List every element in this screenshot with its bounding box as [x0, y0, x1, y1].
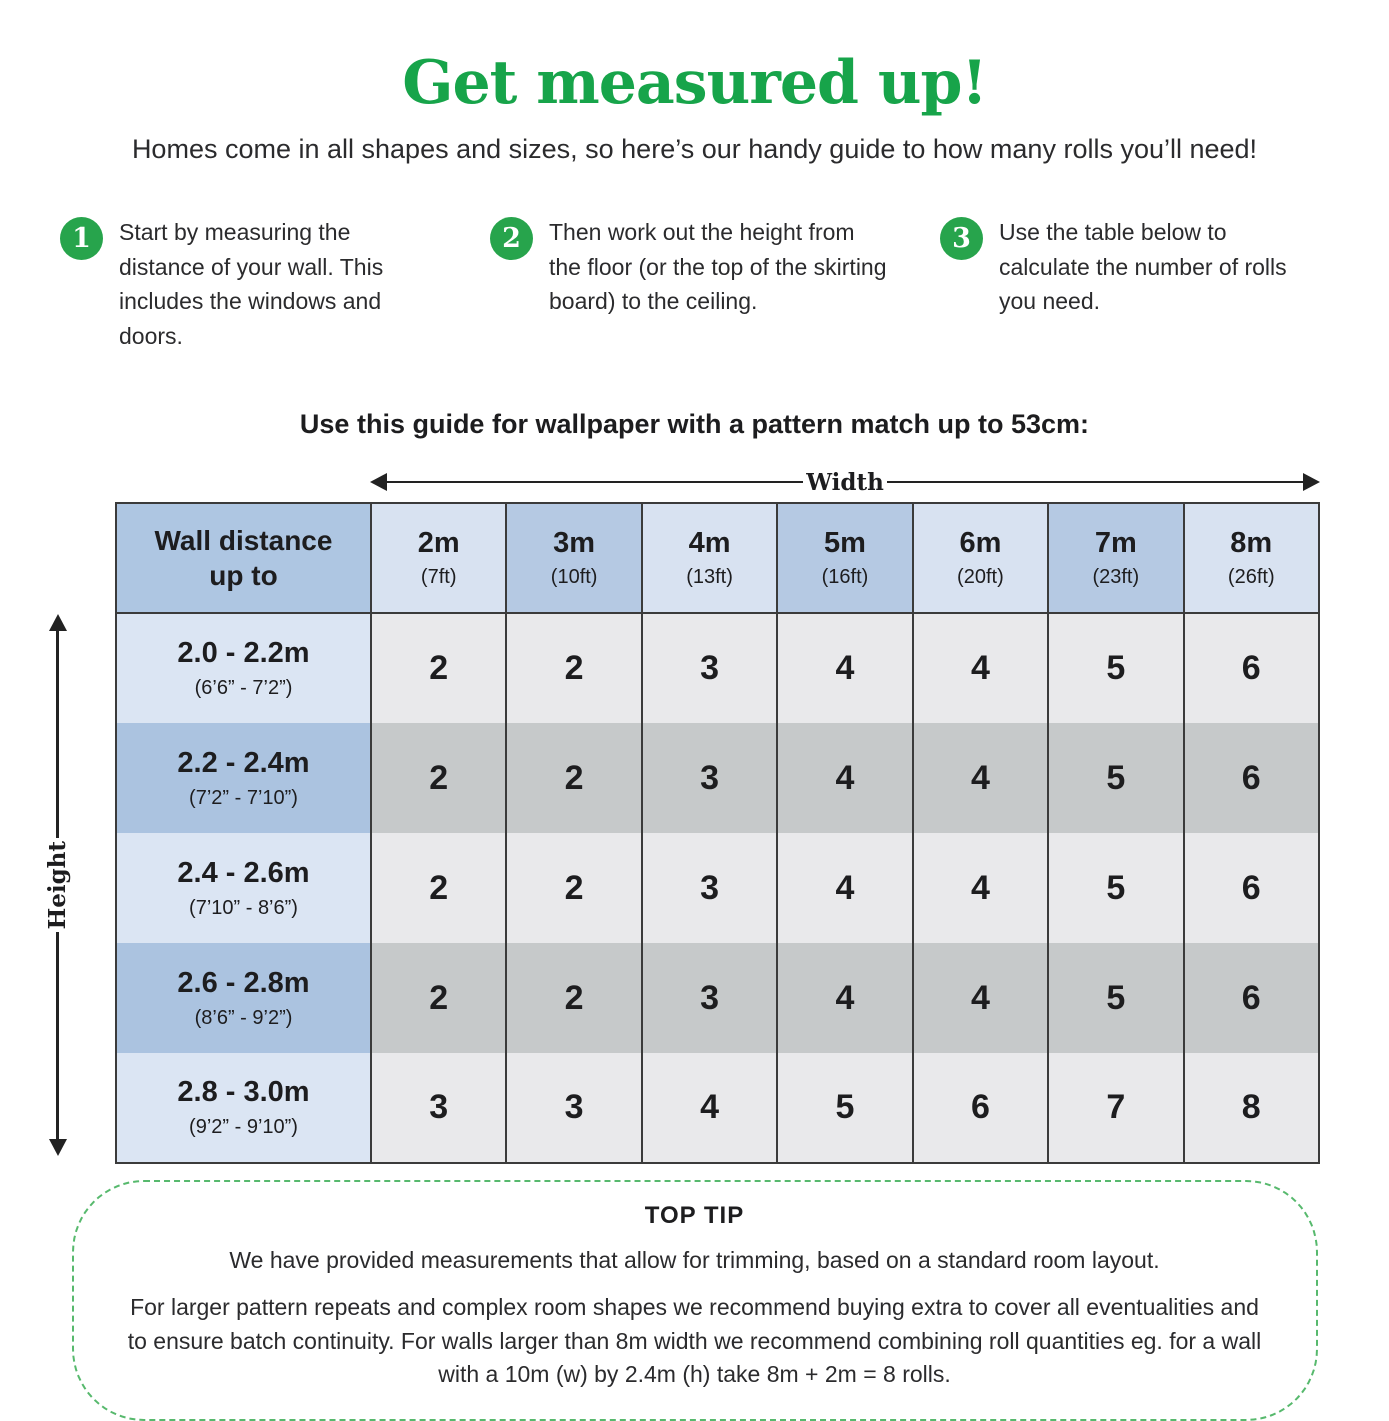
- column-metres: 5m: [824, 527, 866, 559]
- column-metres: 3m: [553, 527, 596, 559]
- row-label-2.8-3.0m: [116, 1053, 371, 1163]
- table-row: [116, 943, 1319, 1053]
- header-row: [116, 503, 1319, 613]
- page-subtitle: Homes come in all shapes and sizes, so here’s our handy guide to how many rolls you’ll need!: [131, 134, 1258, 164]
- arrowhead-up-icon: [49, 614, 67, 631]
- roll-count-cell: 4: [777, 723, 912, 833]
- top-tip-line-1: We have provided measurements that allow for trimming, based on a standard room layout.: [229, 1247, 1160, 1273]
- roll-count-cell: 5: [1048, 723, 1183, 833]
- row-label-2.2-2.4m: [116, 723, 371, 833]
- rolls-table: [115, 502, 1320, 1164]
- row-feet: (7’10” - 8’6”): [189, 896, 298, 919]
- height-axis-arrow: [44, 614, 71, 1156]
- steps-row: [0, 215, 1389, 353]
- roll-count-cell: 5: [1048, 943, 1183, 1053]
- width-axis-arrow: [370, 466, 1320, 498]
- column-metres: 6m: [959, 527, 1002, 559]
- width-axis-label: Width: [806, 468, 884, 496]
- arrowhead-left-icon: [370, 473, 387, 491]
- roll-count-cell: 4: [913, 833, 1048, 943]
- height-axis-line: [56, 932, 59, 1139]
- roll-count-cell: 4: [777, 833, 912, 943]
- step-3: [940, 215, 1359, 353]
- roll-count-cell: 6: [1184, 833, 1319, 943]
- column-feet: (10ft): [550, 566, 598, 588]
- roll-count-cell: 3: [371, 1053, 506, 1163]
- table-row: [116, 723, 1319, 833]
- roll-count-cell: 8: [1184, 1053, 1319, 1163]
- roll-count-cell: 2: [371, 613, 506, 723]
- table-block: [115, 466, 1320, 1164]
- roll-count-cell: 2: [506, 723, 641, 833]
- roll-count-cell: 6: [913, 1053, 1048, 1163]
- column-metres: 8m: [1230, 527, 1273, 559]
- roll-count-cell: 2: [371, 723, 506, 833]
- corner-header: [116, 503, 371, 613]
- height-axis-line: [56, 631, 59, 838]
- row-label-2.6-2.8m: [116, 943, 371, 1053]
- step-2-text: Then work out the height from the floor (or the top of the skirting board) to the ceiling.: [549, 219, 887, 314]
- step-3-text: Use the table below to calculate the number of rolls you need.: [999, 219, 1287, 314]
- roll-count-cell: 6: [1184, 723, 1319, 833]
- roll-count-cell: 2: [506, 833, 641, 943]
- roll-count-cell: 2: [371, 943, 506, 1053]
- column-header-2m: [371, 503, 506, 613]
- roll-count-cell: 4: [642, 1053, 777, 1163]
- column-header-5m: [777, 503, 912, 613]
- column-header-7m: [1048, 503, 1183, 613]
- column-metres: 2m: [417, 527, 460, 559]
- corner-header-text: Wall distance up to: [154, 525, 333, 591]
- column-feet: (20ft): [957, 566, 1004, 588]
- roll-count-cell: 3: [506, 1053, 641, 1163]
- row-range: 2.0 - 2.2m: [177, 637, 310, 669]
- height-axis: [0, 466, 115, 1164]
- column-header-6m: [913, 503, 1048, 613]
- row-range: 2.2 - 2.4m: [177, 746, 310, 779]
- step-1-text: Start by measuring the distance of your wall. This includes the windows and doors.: [119, 219, 384, 349]
- step-1-number-badge: 1: [60, 217, 103, 260]
- row-feet: (6’6” - 7’2”): [194, 677, 293, 699]
- table-row: [116, 1053, 1319, 1163]
- top-tip-box: [72, 1180, 1318, 1421]
- column-feet: (26ft): [1227, 566, 1275, 588]
- roll-count-cell: 3: [642, 943, 777, 1053]
- roll-count-cell: 4: [913, 943, 1048, 1053]
- roll-count-cell: 2: [371, 833, 506, 943]
- roll-count-cell: 3: [642, 613, 777, 723]
- column-header-3m: [506, 503, 641, 613]
- row-label-2.0-2.2m: [116, 613, 371, 723]
- table-row: [116, 613, 1319, 723]
- height-axis-label: Height: [44, 840, 71, 930]
- roll-count-cell: 3: [642, 723, 777, 833]
- row-feet: (8’6” - 9’2”): [194, 1006, 293, 1029]
- column-metres: 7m: [1094, 527, 1137, 559]
- column-header-4m: [642, 503, 777, 613]
- table-row: [116, 833, 1319, 943]
- step-2-number-badge: 2: [490, 217, 533, 260]
- roll-count-cell: 7: [1048, 1053, 1183, 1163]
- arrowhead-right-icon: [1303, 473, 1320, 491]
- width-axis-line: [387, 481, 803, 484]
- roll-count-cell: 5: [777, 1053, 912, 1163]
- top-tip-title: TOP TIP: [644, 1202, 745, 1229]
- row-label-2.4-2.6m: [116, 833, 371, 943]
- row-feet: (7’2” - 7’10”): [189, 786, 298, 809]
- roll-count-cell: 3: [642, 833, 777, 943]
- roll-count-cell: 6: [1184, 613, 1319, 723]
- roll-count-cell: 5: [1048, 613, 1183, 723]
- roll-count-cell: 4: [913, 613, 1048, 723]
- step-2: [490, 215, 940, 353]
- top-tip-line-2: For larger pattern repeats and complex room shapes we recommend buying extra to cover all eventualities and to ensure batch continuity. For walls larger than 8m width we recommend combining roll quantities eg. for a wall with a 10m (w) by 2.4m (h) take 8m + 2m = 8 rolls.: [127, 1294, 1262, 1388]
- roll-count-cell: 5: [1048, 833, 1183, 943]
- column-feet: (16ft): [821, 566, 869, 588]
- column-feet: (23ft): [1092, 566, 1140, 588]
- roll-count-cell: 4: [777, 943, 912, 1053]
- roll-count-cell: 4: [777, 613, 912, 723]
- row-range: 2.8 - 3.0m: [177, 1076, 310, 1108]
- roll-count-cell: 2: [506, 943, 641, 1053]
- step-3-number-badge: 3: [940, 217, 983, 260]
- table-zone: [0, 466, 1389, 1164]
- roll-count-cell: 6: [1184, 943, 1319, 1053]
- column-feet: (13ft): [686, 566, 733, 588]
- row-range: 2.4 - 2.6m: [177, 856, 310, 889]
- guide-heading: Use this guide for wallpaper with a pattern match up to 53cm:: [299, 409, 1090, 439]
- row-feet: (9’2” - 9’10”): [189, 1116, 298, 1138]
- row-range: 2.6 - 2.8m: [177, 966, 310, 999]
- arrowhead-down-icon: [49, 1139, 67, 1156]
- roll-count-cell: 2: [506, 613, 641, 723]
- roll-count-cell: 4: [913, 723, 1048, 833]
- width-axis-line: [887, 481, 1303, 484]
- column-metres: 4m: [688, 527, 731, 559]
- column-header-8m: [1184, 503, 1319, 613]
- step-1: [60, 215, 490, 353]
- column-feet: (7ft): [420, 566, 457, 588]
- page-title: Get measured up!: [402, 48, 987, 118]
